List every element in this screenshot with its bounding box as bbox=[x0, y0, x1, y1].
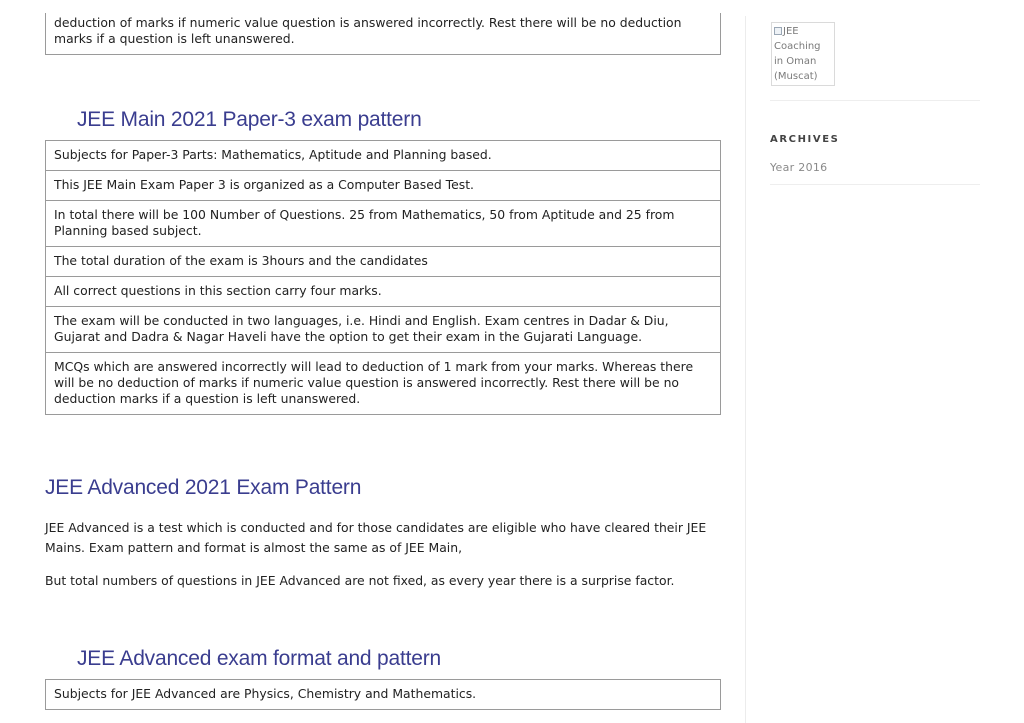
sidebar-divider bbox=[770, 184, 980, 185]
advanced-heading: JEE Advanced 2021 Exam Pattern bbox=[45, 476, 362, 499]
table-row bbox=[46, 13, 721, 55]
table-row bbox=[46, 353, 721, 415]
advanced-format-heading: JEE Advanced exam format and pattern bbox=[77, 647, 442, 670]
advanced-format-table bbox=[45, 679, 721, 710]
table-row bbox=[46, 277, 721, 307]
paper3-table bbox=[45, 140, 721, 415]
archive-link-year[interactable]: Year 2016 bbox=[770, 161, 828, 174]
column-divider bbox=[745, 16, 746, 723]
table-cell: MCQs which are answered incorrectly will lead to deduction of 1 mark from your marks. Whereas there will be no deduction of marks if numeric value question is answered incorrectly. Rest there will be no deduction marks if a question is left unanswered. bbox=[46, 353, 721, 415]
paper3-heading: JEE Main 2021 Paper-3 exam pattern bbox=[77, 108, 422, 131]
table-cell: All correct questions in this section carry four marks. bbox=[46, 277, 721, 307]
table-row bbox=[46, 201, 721, 247]
table-row bbox=[46, 680, 721, 710]
image-alt-text: JEE Coaching in Oman (Muscat) bbox=[774, 26, 821, 82]
table-cell: deduction of marks if numeric value question is answered incorrectly. Rest there will be no deduction marks if a question is left unanswered. bbox=[46, 13, 721, 55]
advanced-paragraph: But total numbers of questions in JEE Advanced are not fixed, as every year there is a surprise factor. bbox=[45, 573, 675, 588]
coaching-image[interactable] bbox=[771, 22, 835, 86]
exam-pattern-table-top bbox=[45, 13, 721, 55]
broken-image-icon bbox=[774, 27, 782, 35]
table-cell: This JEE Main Exam Paper 3 is organized as a Computer Based Test. bbox=[46, 171, 721, 201]
table-cell: The exam will be conducted in two languages, i.e. Hindi and English. Exam centres in Dadar & Diu, Gujarat and Dadra & Nagar Haveli have the option to get their exam in the Gujarati Language. bbox=[46, 307, 721, 353]
table-row bbox=[46, 247, 721, 277]
sidebar-divider bbox=[770, 100, 980, 101]
table-cell: Subjects for Paper-3 Parts: Mathematics, Aptitude and Planning based. bbox=[46, 141, 721, 171]
table-cell: Subjects for JEE Advanced are Physics, Chemistry and Mathematics. bbox=[46, 680, 721, 710]
advanced-paragraph: JEE Advanced is a test which is conducted and for those candidates are eligible who have cleared their JEE Mains. Exam pattern and format is almost the same as of JEE Main, bbox=[45, 520, 707, 555]
table-cell: The total duration of the exam is 3hours and the candidates bbox=[46, 247, 721, 277]
archives-title: ARCHIVES bbox=[770, 134, 840, 145]
sidebar bbox=[770, 0, 980, 723]
table-row bbox=[46, 171, 721, 201]
table-row bbox=[46, 307, 721, 353]
table-row bbox=[46, 141, 721, 171]
table-cell: In total there will be 100 Number of Questions. 25 from Mathematics, 50 from Aptitude and 25 from Planning based subject. bbox=[46, 201, 721, 247]
